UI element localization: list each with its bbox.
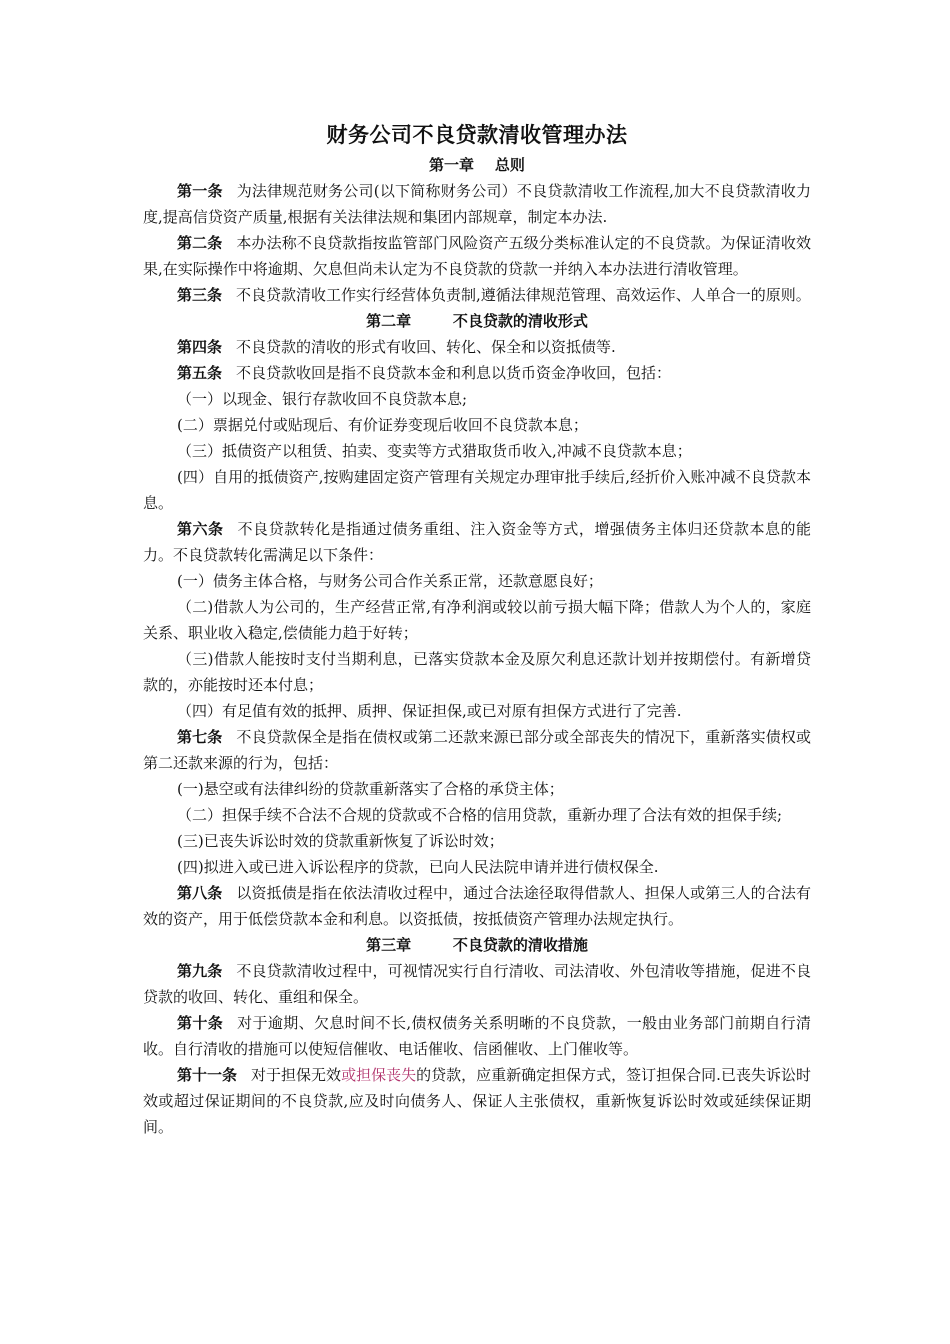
article-5	[143, 360, 811, 386]
article-7-item-2: （二）担保手续不合法不合规的贷款或不合格的信用贷款，重新办理了合法有效的担保手续;	[177, 806, 783, 824]
article-10-label: 第十条	[177, 1014, 224, 1032]
article-6-item-3: （三)借款人能按时支付当期利息，已落实贷款本金及原欠利息还款计划并按期偿付。有新增贷款的，亦能按时还本付息；	[143, 650, 811, 694]
article-7-item-3: (三)已丧失诉讼时效的贷款重新恢复了诉讼时效；	[177, 832, 504, 850]
article-3-text: 不良贷款清收工作实行经营体负责制,遵循法律规范管理、高效运作、人单合一的原则。	[236, 286, 811, 304]
article-10	[143, 1010, 811, 1062]
article-8	[143, 880, 811, 932]
chapter-2-heading: 第二章 不良贷款的清收形式	[366, 312, 588, 330]
article-11-highlight: 或担保丧失	[341, 1066, 417, 1084]
article-2	[143, 230, 811, 282]
article-7-text: 不良贷款保全是指在债权或第二还款来源已部分或全部丧失的情况下，重新落实债权或第二还款来源的行为，包括：	[143, 728, 811, 772]
article-5-item-4: (四）自用的抵债资产,按购建固定资产管理有关规定办理审批手续后,经折价入账冲减不良贷款本息。	[143, 468, 811, 512]
article-3-label: 第三条	[177, 286, 223, 304]
article-4	[143, 334, 811, 360]
document-page	[143, 118, 811, 1140]
article-5-item-1: （一）以现金、银行存款收回不良贷款本息;	[177, 390, 468, 408]
article-6-text: 不良贷款转化是指通过债务重组、注入资金等方式，增强债务主体归还贷款本息的能力。不良贷款转化需满足以下条件：	[143, 520, 811, 564]
article-9-label: 第九条	[177, 962, 223, 980]
chapter-1-heading: 第一章 总则	[429, 156, 525, 174]
article-6-item-4: （四）有足值有效的抵押、质押、保证担保,或已对原有担保方式进行了完善.	[177, 702, 682, 720]
chapter-3-heading: 第三章 不良贷款的清收措施	[366, 936, 588, 954]
article-9	[143, 958, 811, 1010]
article-2-text: 本办法称不良贷款指按监管部门风险资产五级分类标准认定的不良贷款。为保证清收效果,在实际操作中将逾期、欠息但尚未认定为不良贷款的贷款一并纳入本办法进行清收管理。	[143, 234, 811, 278]
article-10-text: 对于逾期、欠息时间不长,债权债务关系明晰的不良贷款，一般由业务部门前期自行清收。自行清收的措施可以使短信催收、电话催收、信函催收、上门催收等。	[143, 1014, 811, 1058]
article-5-label: 第五条	[177, 364, 223, 382]
article-4-label: 第四条	[177, 338, 223, 356]
article-11-text-before: 对于担保无效	[251, 1066, 342, 1084]
article-6-label: 第六条	[177, 520, 224, 538]
article-1-label: 第一条	[177, 182, 223, 200]
article-5-item-3: （三）抵债资产以租赁、拍卖、变卖等方式猎取货币收入,冲减不良贷款本息；	[177, 442, 692, 460]
article-11-text-after: 的贷款，应重新确定担保方式，签订担保合同.已丧失诉讼时效或超过保证期间的不良贷款,应及时向债务人、保证人主张债权，重新恢复诉讼时效或延续保证期间。	[143, 1066, 811, 1136]
article-7	[143, 724, 811, 776]
article-11-label: 第十一条	[177, 1066, 238, 1084]
article-8-text: 以资抵债是指在依法清收过程中，通过合法途径取得借款人、担保人或第三人的合法有效的资产，用于低偿贷款本金和利息。以资抵债，按抵债资产管理办法规定执行。	[143, 884, 811, 928]
article-1	[143, 178, 811, 230]
article-4-text: 不良贷款的清收的形式有收回、转化、保全和以资抵债等.	[236, 338, 616, 356]
article-7-label: 第七条	[177, 728, 223, 746]
article-11	[143, 1062, 811, 1140]
article-9-text: 不良贷款清收过程中，可视情况实行自行清收、司法清收、外包清收等措施，促进不良贷款的收回、转化、重组和保全。	[143, 962, 811, 1006]
article-3	[143, 282, 811, 308]
document-title: 财务公司不良贷款清收管理办法	[326, 123, 628, 147]
article-5-item-2: (二）票据兑付或贴现后、有价证券变现后收回不良贷款本息；	[177, 416, 588, 434]
article-2-label: 第二条	[177, 234, 223, 252]
article-6-item-2: （二)借款人为公司的，生产经营正常,有净利润或较以前亏损大幅下降；借款人为个人的，家庭关系、职业收入稳定,偿债能力趋于好转；	[143, 598, 811, 642]
article-6	[143, 516, 811, 568]
article-1-text: 为法律规范财务公司(以下简称财务公司）不良贷款清收工作流程,加大不良贷款清收力度,提高信贷资产质量,根据有关法律法规和集团内部规章，制定本办法.	[143, 182, 811, 226]
article-6-item-1: (一）债务主体合格，与财务公司合作关系正常，还款意愿良好；	[177, 572, 603, 590]
article-5-text: 不良贷款收回是指不良贷款本金和利息以货币资金净收回，包括：	[236, 364, 672, 382]
article-7-item-4: (四)拟进入或已进入诉讼程序的贷款，已向人民法院申请并进行债权保全.	[177, 858, 659, 876]
article-7-item-1: (一)悬空或有法律纠纷的贷款重新落实了合格的承贷主体；	[177, 780, 564, 798]
article-8-label: 第八条	[177, 884, 223, 902]
